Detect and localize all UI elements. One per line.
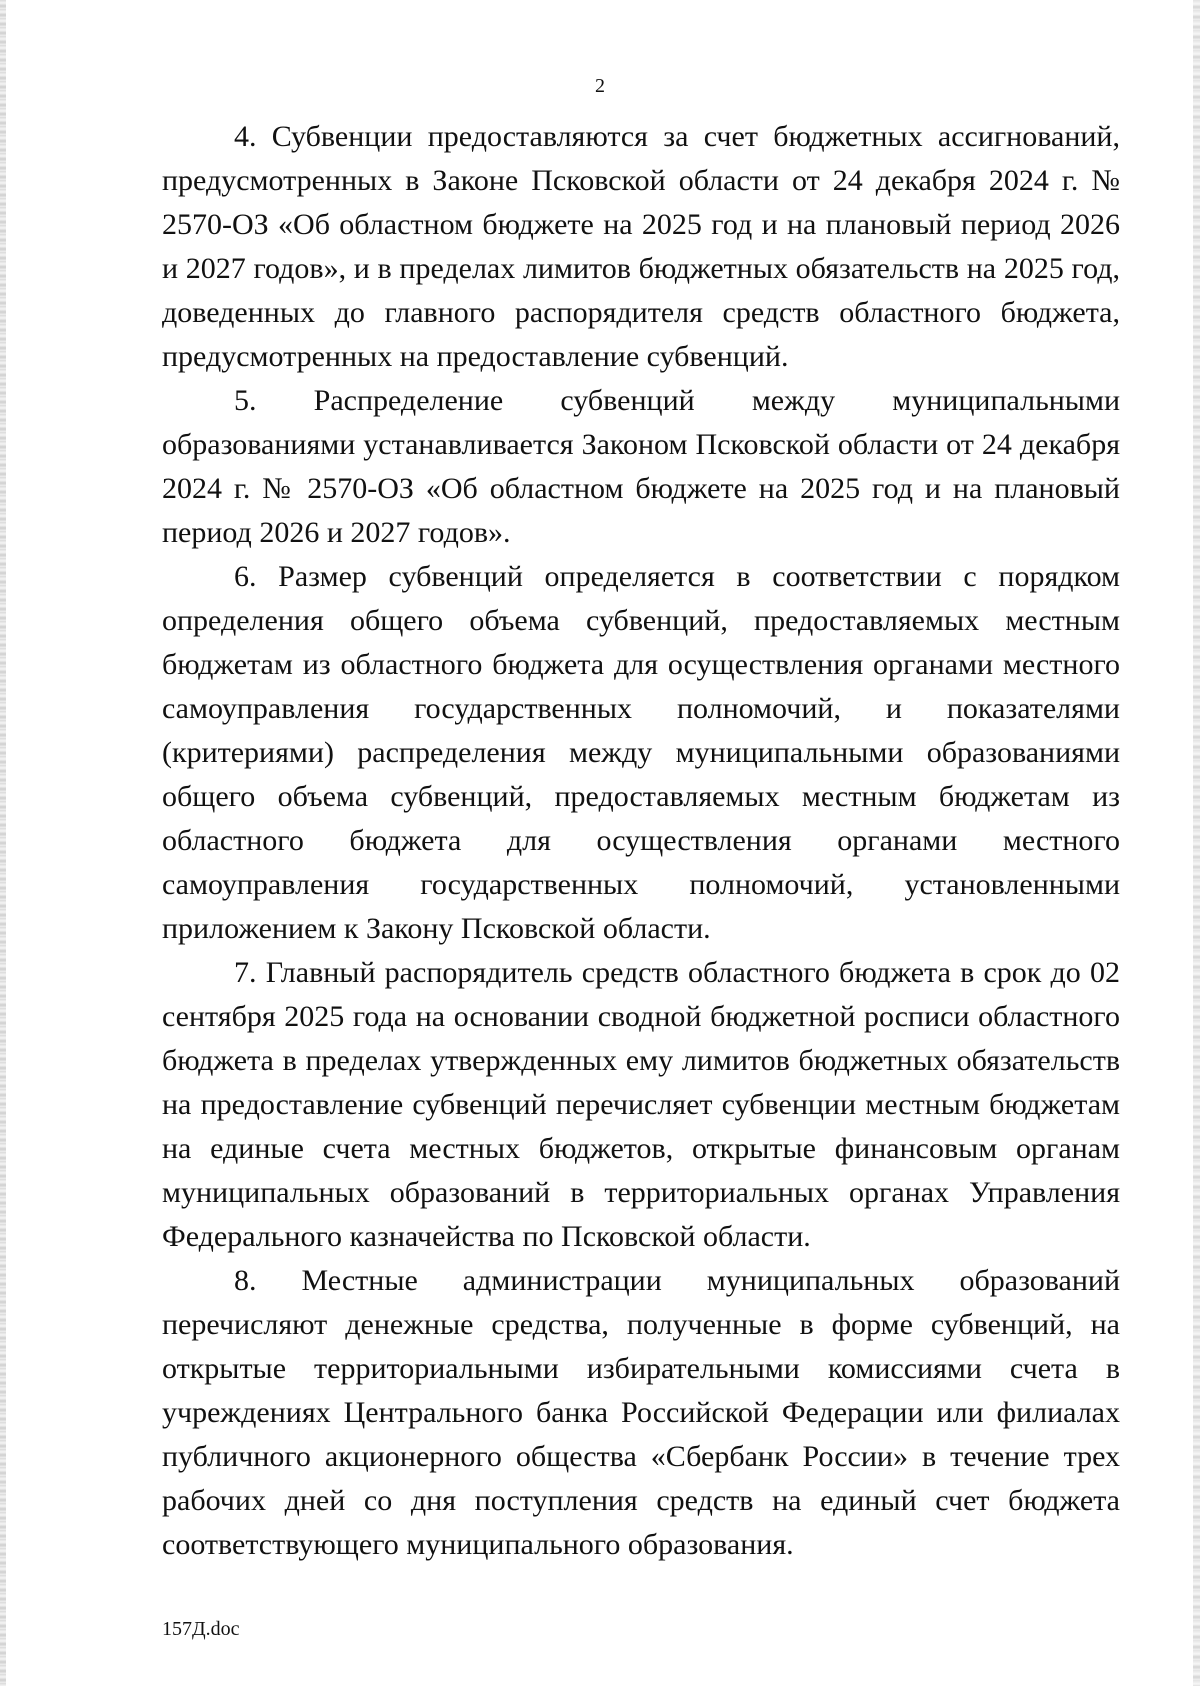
scan-edge-right <box>1193 0 1200 1686</box>
paragraph-6: 6. Размер субвенций определяется в соответствии с порядком определения общего объема субвенций, предоставляемых местным бюджетам из областного бюджета для осуществления органами местного самоуправления государственных полномочий, и показателями (критериями) распределения между муниципальными образованиями общего объема субвенций, предоставляемых местным бюджетам из областного бюджета для осуществления органами местного самоуправления государственных полномочий, установленными приложением к Закону Псковской области. <box>162 560 1120 945</box>
scan-edge-left <box>0 0 6 1686</box>
paragraph-7: 7. Главный распорядитель средств областного бюджета в срок до 02 сентября 2025 года на основании сводной бюджетной росписи областного бюджета в пределах утвержденных ему лимитов бюджетных обязательств на предоставление субвенций перечисляет субвенции местным бюджетам на единые счета местных бюджетов, открытые финансовым органам муниципальных образований в территориальных органах Управления Федерального казначейства по Псковской области. <box>162 956 1120 1253</box>
paragraph-5: 5. Распределение субвенций между муниципальными образованиями устанавливается Законом Псковской области от 24 декабря 2024 г. № 2570-ОЗ «Об областном бюджете на 2025 год и на плановый период 2026 и 2027 годов». <box>162 384 1120 549</box>
footer-filename: 157Д.doc <box>162 1618 240 1640</box>
paragraph-8: 8. Местные администрации муниципальных образований перечисляют денежные средства, полученные в форме субвенций, на открытые территориальными избирательными комиссиями счета в учреждениях Центрального банка Российской Федерации или филиалах публичного акционерного общества «Сбербанк России» в течение трех рабочих дней со дня поступления средств на единый счет бюджета соответствующего муниципального образования. <box>162 1264 1120 1561</box>
document-body <box>162 115 1120 1567</box>
page-number: 2 <box>595 75 605 97</box>
paragraph-4: 4. Субвенции предоставляются за счет бюджетных ассигнований, предусмотренных в Законе Псковской области от 24 декабря 2024 г. № 2570-ОЗ «Об областном бюджете на 2025 год и на плановый период 2026 и 2027 годов», и в пределах лимитов бюджетных обязательств на 2025 год, доведенных до главного распорядителя средств областного бюджета, предусмотренных на предоставление субвенций. <box>162 120 1120 373</box>
